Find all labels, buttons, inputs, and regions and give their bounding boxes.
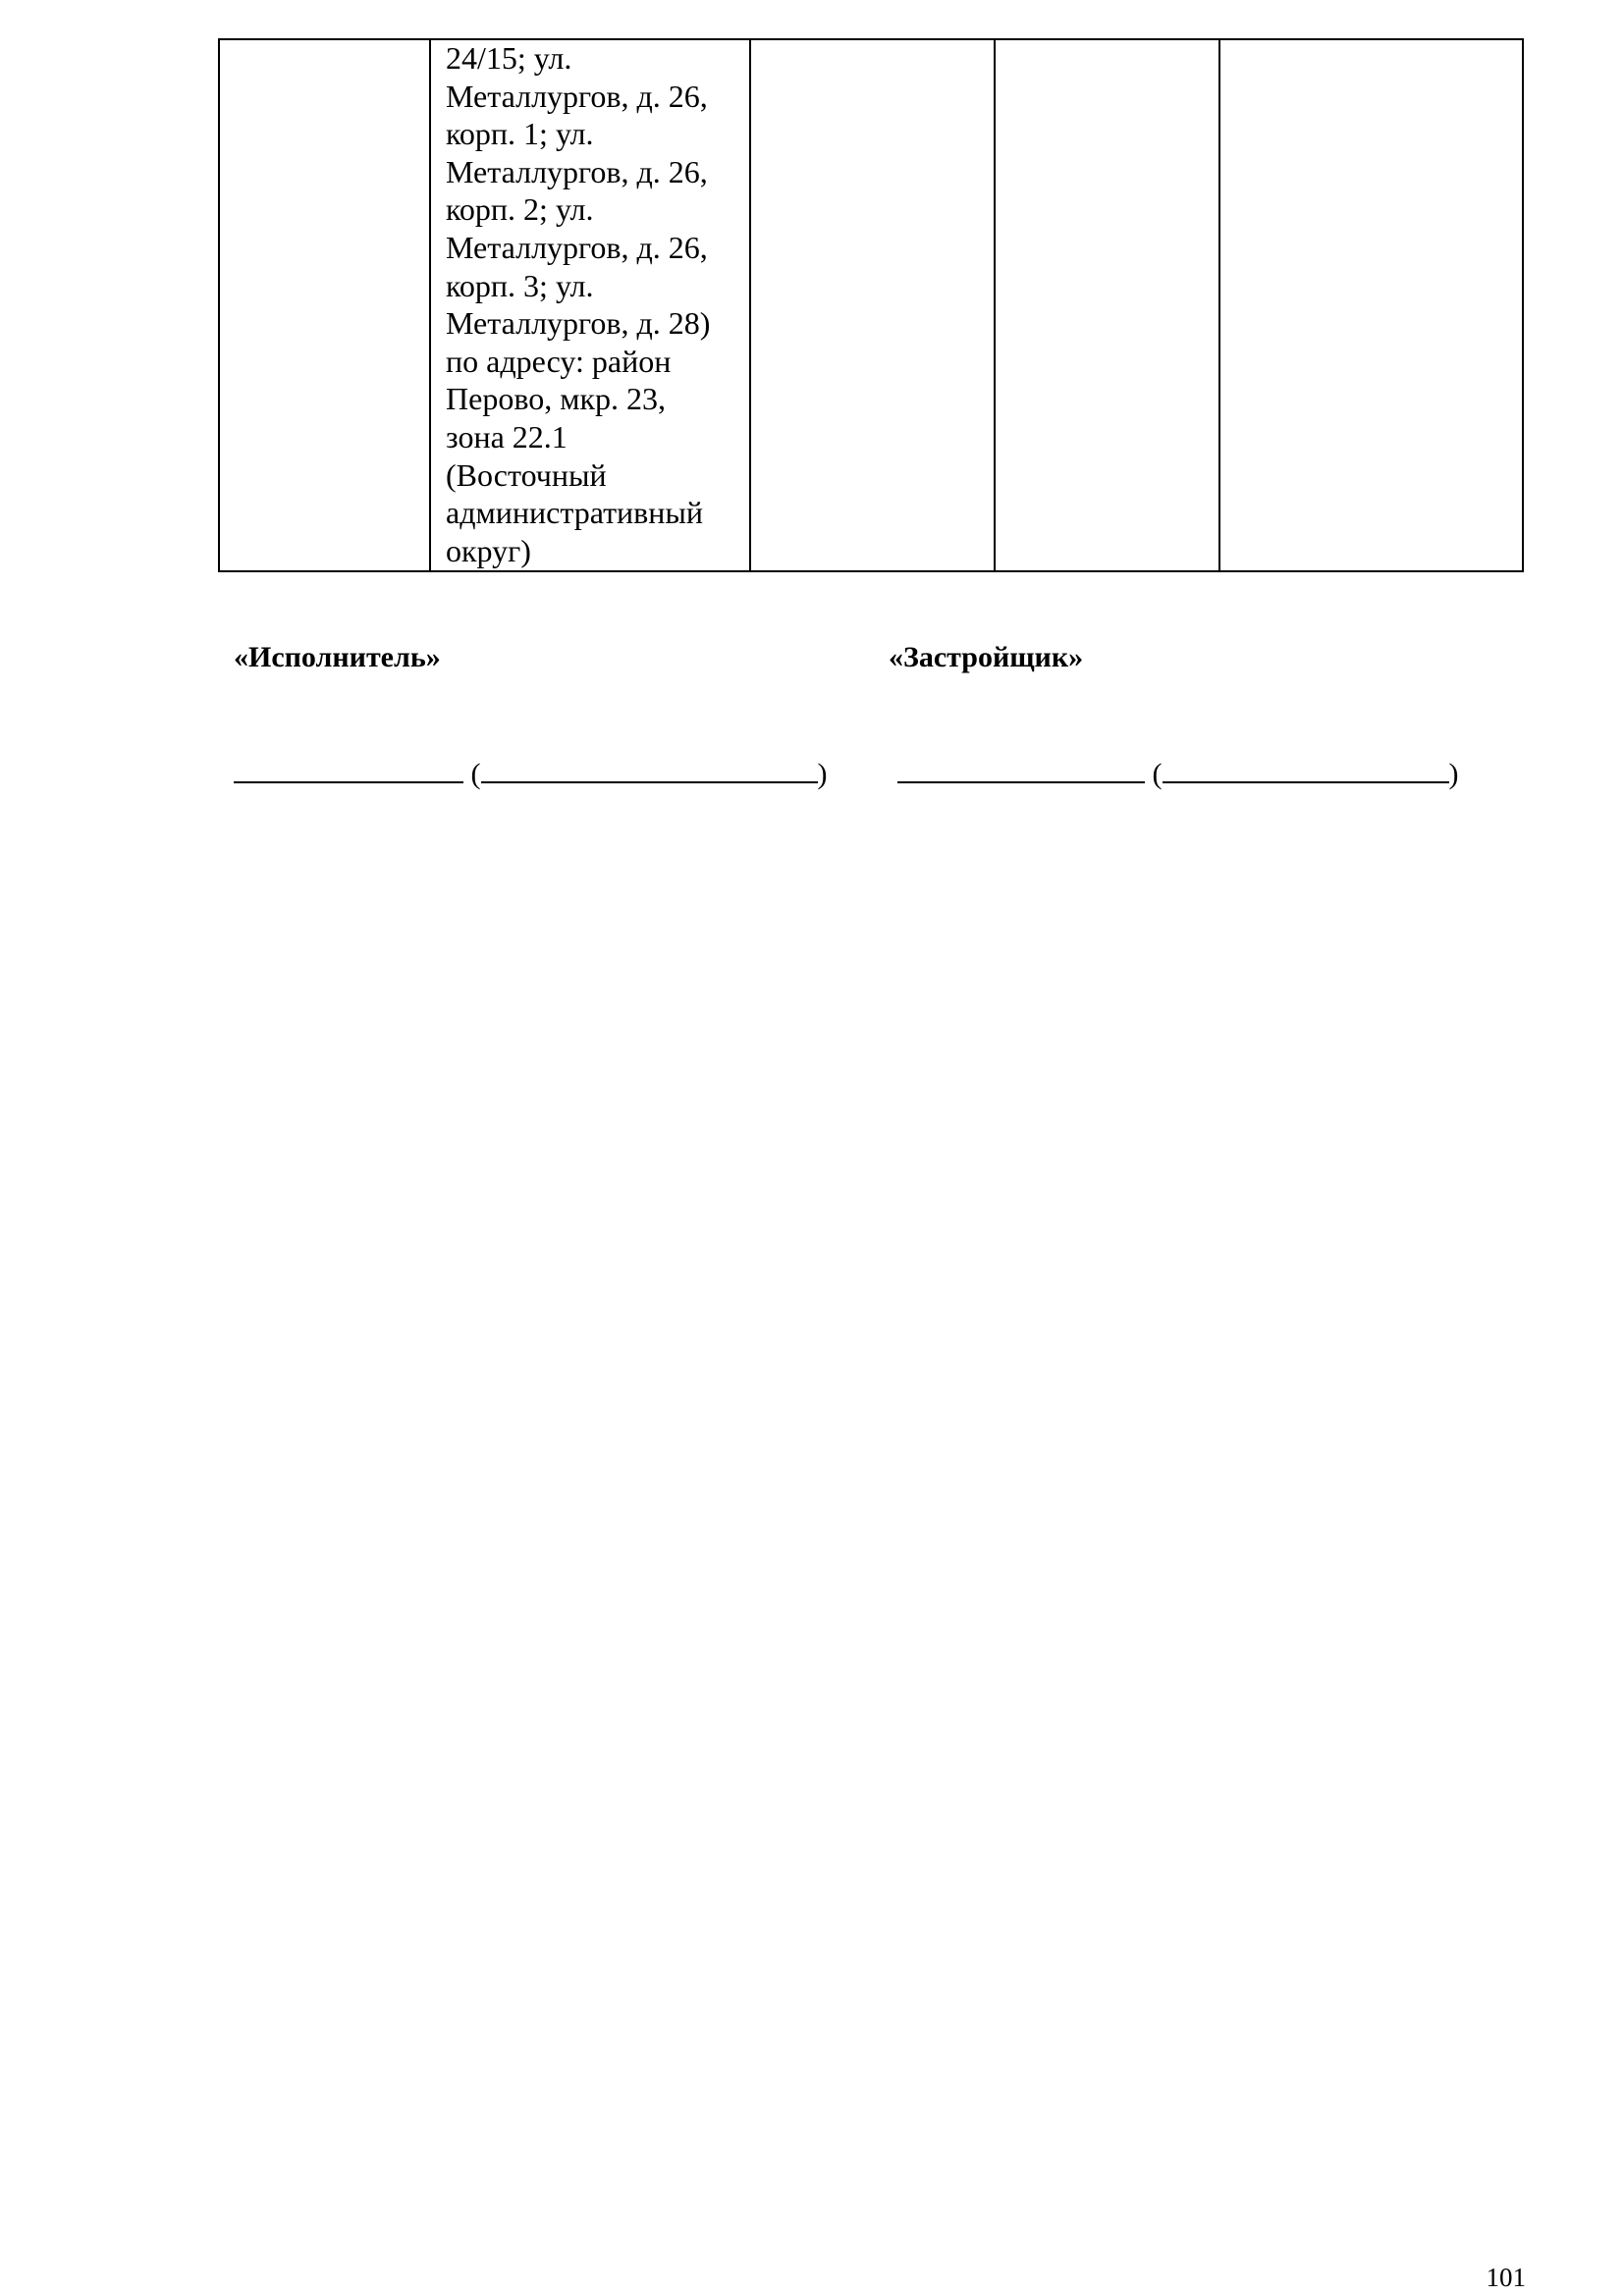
- address-line: Металлургов, д. 26,: [446, 78, 708, 114]
- object-table: [218, 38, 1524, 572]
- table-cell-empty-4: [995, 39, 1219, 571]
- address-line: 24/15; ул.: [446, 40, 572, 76]
- address-line: Перово, мкр. 23,: [446, 381, 666, 417]
- developer-open-paren: (: [1152, 758, 1163, 790]
- address-line: Металлургов, д. 28): [446, 305, 711, 342]
- address-line: Металлургов, д. 26,: [446, 229, 708, 265]
- developer-close-paren: ): [1448, 758, 1459, 790]
- table-cell-empty-3: [750, 39, 995, 571]
- developer-signature-line: [897, 756, 1459, 792]
- address-line: (Восточный: [446, 456, 607, 493]
- address-line: административный: [446, 495, 704, 531]
- executor-label: «Исполнитель»: [234, 641, 441, 673]
- address-line: корп. 2; ул.: [446, 191, 594, 228]
- address-line: зона 22.1: [446, 418, 568, 454]
- table-cell-address: [430, 39, 750, 571]
- address-text: [431, 35, 749, 569]
- developer-signature-blank[interactable]: [897, 756, 1145, 783]
- address-line: корп. 3; ул.: [446, 267, 594, 303]
- developer-name-blank[interactable]: [1163, 756, 1449, 783]
- table-row: [219, 39, 1523, 571]
- table-cell-empty-5: [1219, 39, 1523, 571]
- executor-open-paren: (: [470, 758, 481, 790]
- page-number: 101: [1486, 2263, 1526, 2292]
- address-line: округ): [446, 532, 531, 568]
- developer-label: «Застройщик»: [889, 641, 1084, 673]
- executor-signature-line: [234, 756, 828, 792]
- address-line: корп. 1; ул.: [446, 116, 594, 152]
- table-cell-number: [219, 39, 430, 571]
- executor-close-paren: ): [817, 758, 828, 790]
- executor-signature-blank[interactable]: [234, 756, 463, 783]
- executor-name-blank[interactable]: [481, 756, 818, 783]
- address-line: Металлургов, д. 26,: [446, 153, 708, 189]
- address-line: по адресу: район: [446, 343, 672, 379]
